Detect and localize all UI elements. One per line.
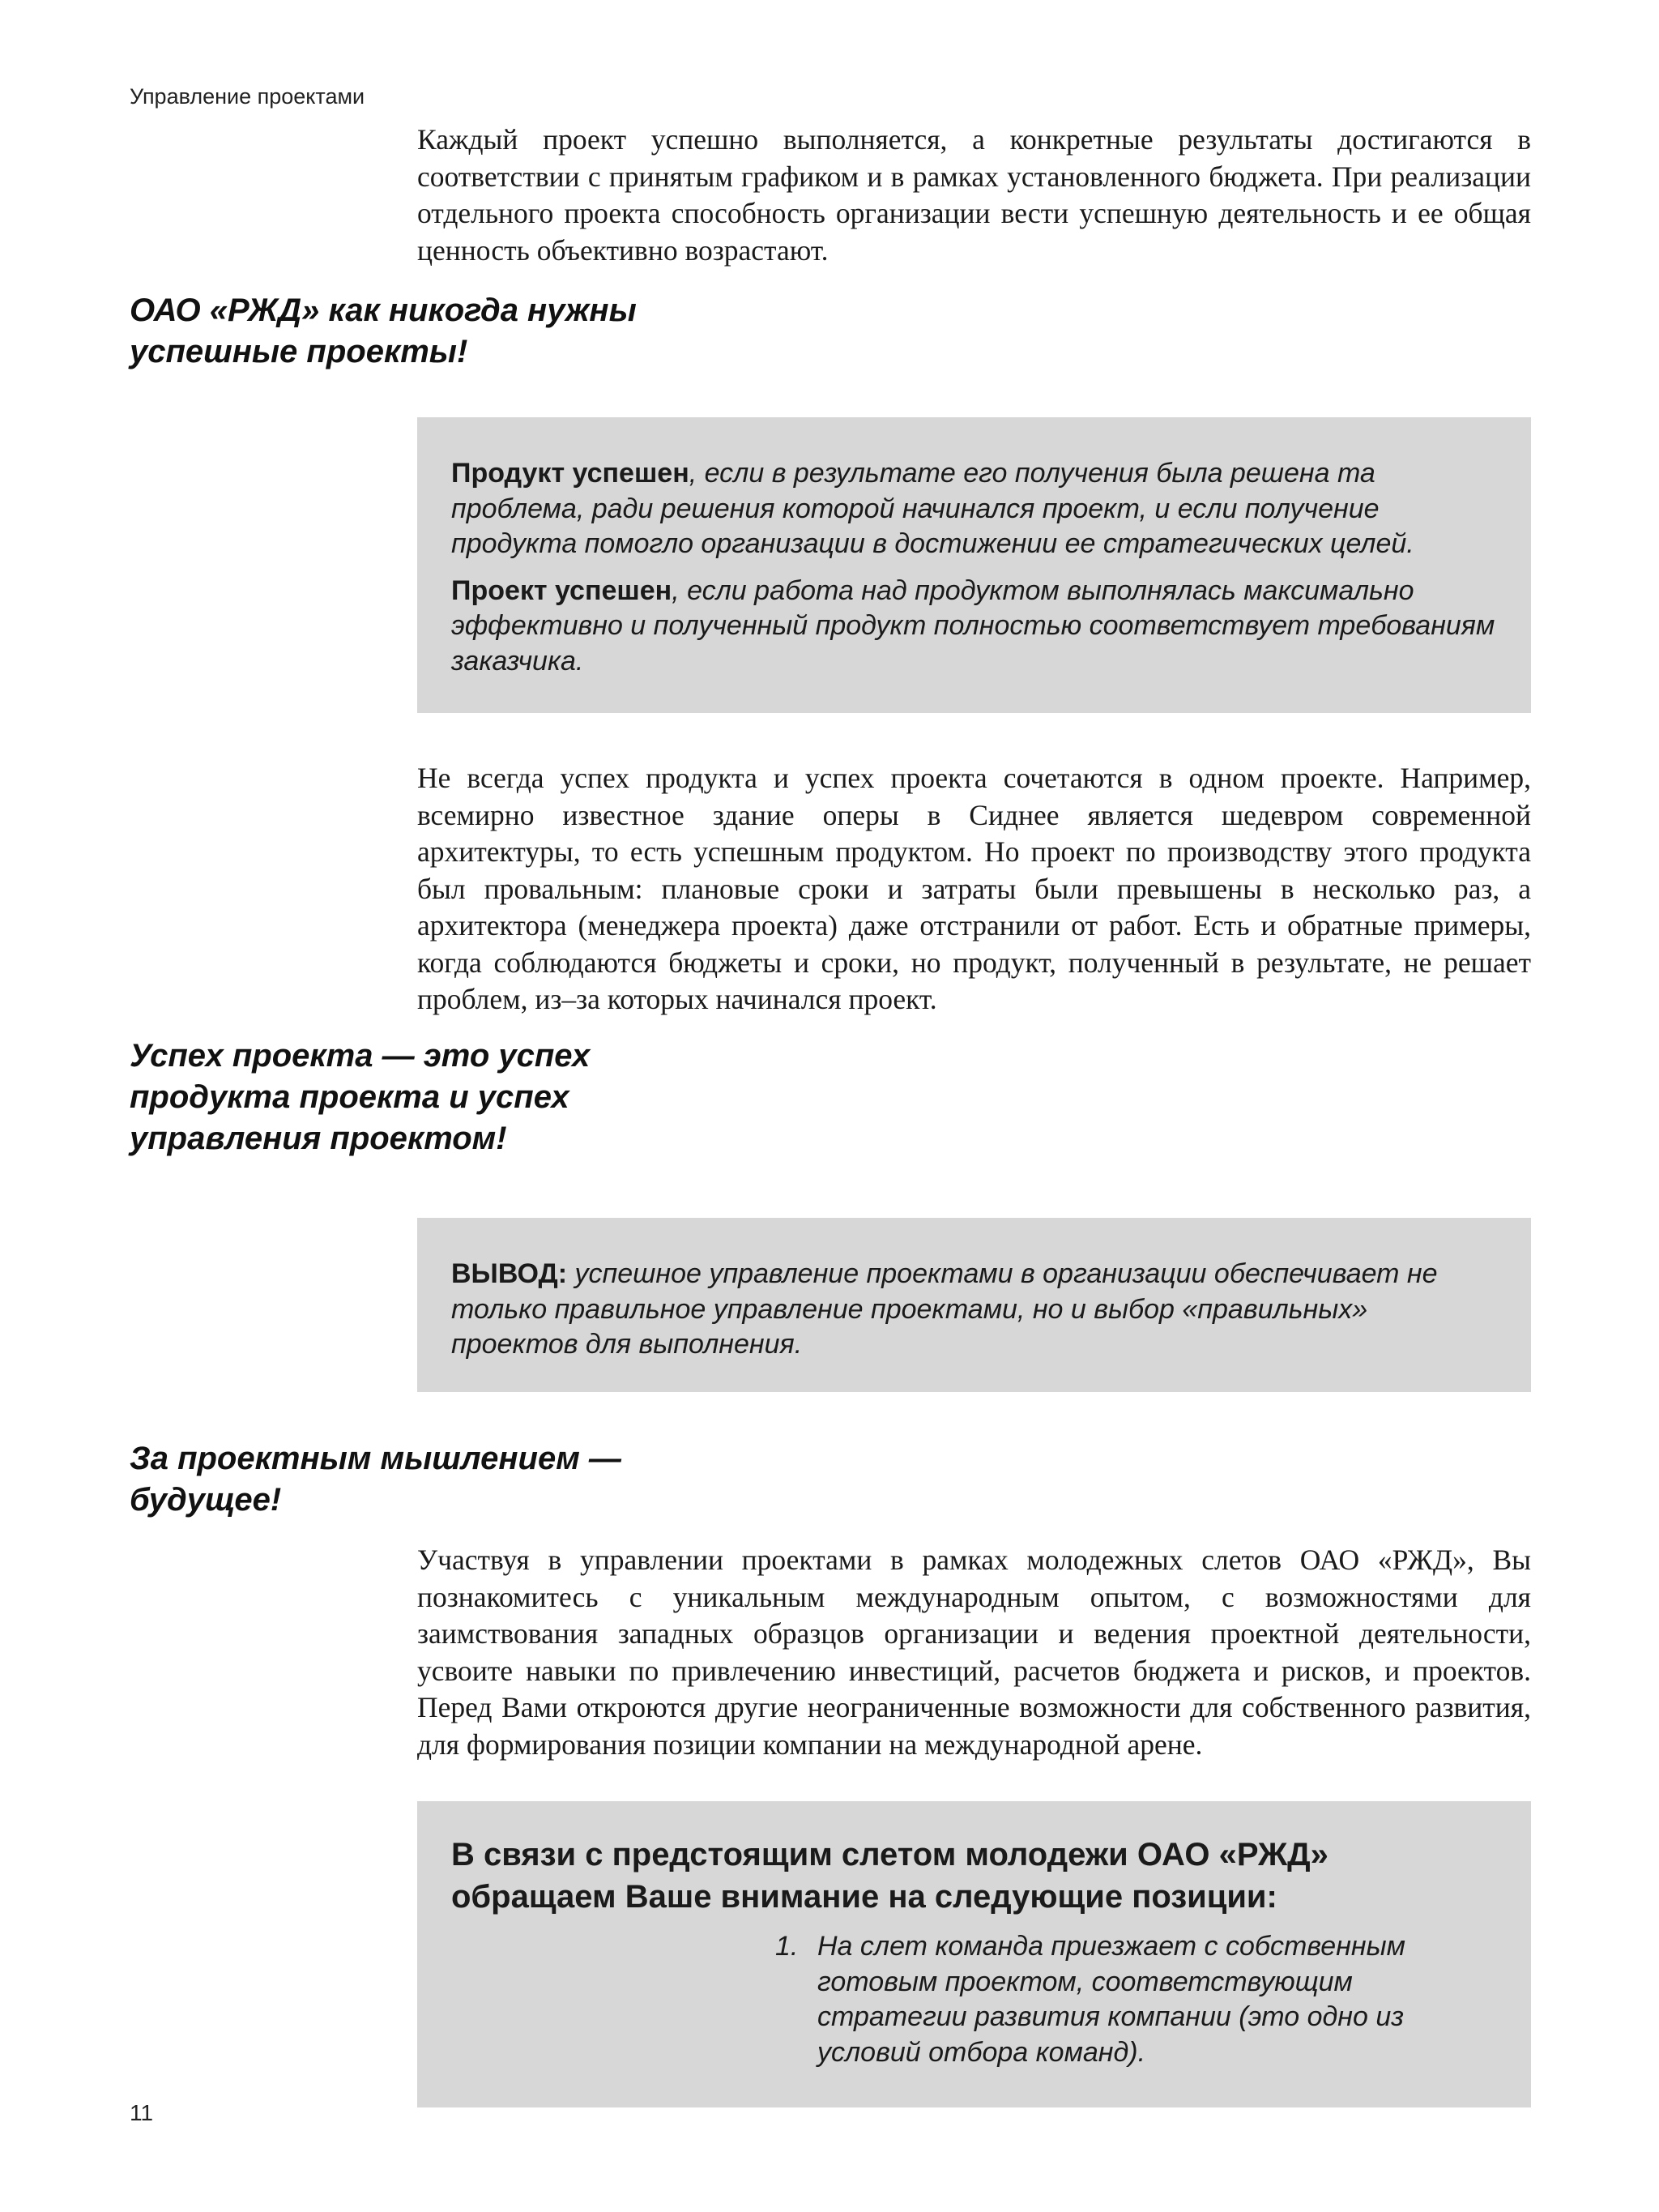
list-item-text: На слет команда приезжает с собственным готовым проектом, соответствующим стратегии развития компании (это одно из условий отбора команд). [817,1931,1405,2068]
paragraph-youth-rally: Участвуя в управлении проектами в рамках молодежных слетов ОАО «РЖД», Вы познакомитесь с уникальным международным опытом, с возможностями для заимствования западных образцов организации и ведения проектной деятельности, усвоите навыки по привлечению инвестиций, расчетов бюджета и рисков, и проектов. Перед Вами откроются другие неограниченные возможности для собственного развития, для формирования позиции компании на международной арене. [417,1544,1531,1761]
definition-product-lead: Продукт успешен [451,458,689,489]
running-header: Управление проектами [130,84,365,109]
conclusion-body: успешное управление проектами в организации обеспечивает не только правильное управление проектами, но и выбор «правильных» проектов для выполнения. [451,1258,1438,1360]
rally-notice-box [417,1801,1531,2107]
list-item [775,1929,1488,2070]
side-heading-success-definition: Успех проекта — это успех продукта проекта и успех управления проектом! [130,1038,591,1156]
definition-project-lead: Проект успешен [451,574,672,606]
side-heading-rzd-needs-projects: ОАО «РЖД» как никогда нужны успешные проекты! [130,293,637,369]
conclusion-text [451,1257,1497,1363]
definition-project-success [451,574,1497,680]
definition-box [417,417,1531,713]
conclusion-box [417,1218,1531,1392]
conclusion-lead: ВЫВОД: [451,1258,568,1289]
definition-product-success [451,456,1497,562]
paragraph-project-success: Каждый проект успешно выполняется, а конкретные результаты достигаются в соответствии с принятым графиком и в рамках установленного бюджета. При реализации отдельного проекта способность организации вести успешную деятельность и ее общая ценность объективно возрастают. [417,123,1531,267]
page-number: 11 [130,2100,154,2125]
list-item-number: 1. [775,1931,799,1962]
rally-notice-list [775,1929,1488,2070]
rally-notice-heading: В связи с предстоящим слетом молодежи ОАО «РЖД» обращаем Ваше внимание на следующие позиции: [451,1837,1328,1915]
definition-project-text: , если работа над продуктом выполнялась максимально эффективно и полученный продукт полностью соответствует требованиям заказчика. [451,574,1495,677]
side-heading-project-thinking: За проектным мышлением — будущее! [130,1441,621,1518]
definition-product-text: , если в результате его получения была решена та проблема, ради решения которой начинался проект, и если получение продукта помогло организации в достижении ее стратегических целей. [451,458,1414,559]
paragraph-sydney-opera-example: Не всегда успех продукта и успех проекта сочетаются в одном проекте. Например, всемирно известное здание оперы в Сиднее является шедевром современной архитектуры, то есть успешным продуктом. Но проект по производству этого продукта был провальным: плановые сроки и затраты были превышены в несколько раз, а архитектора (менеджера проекта) даже отстранили от работ. Есть и обратные примеры, когда соблюдаются бюджеты и сроки, но продукт, полученный в результате, не решает проблем, из–за которых начинался проект. [417,762,1531,1015]
